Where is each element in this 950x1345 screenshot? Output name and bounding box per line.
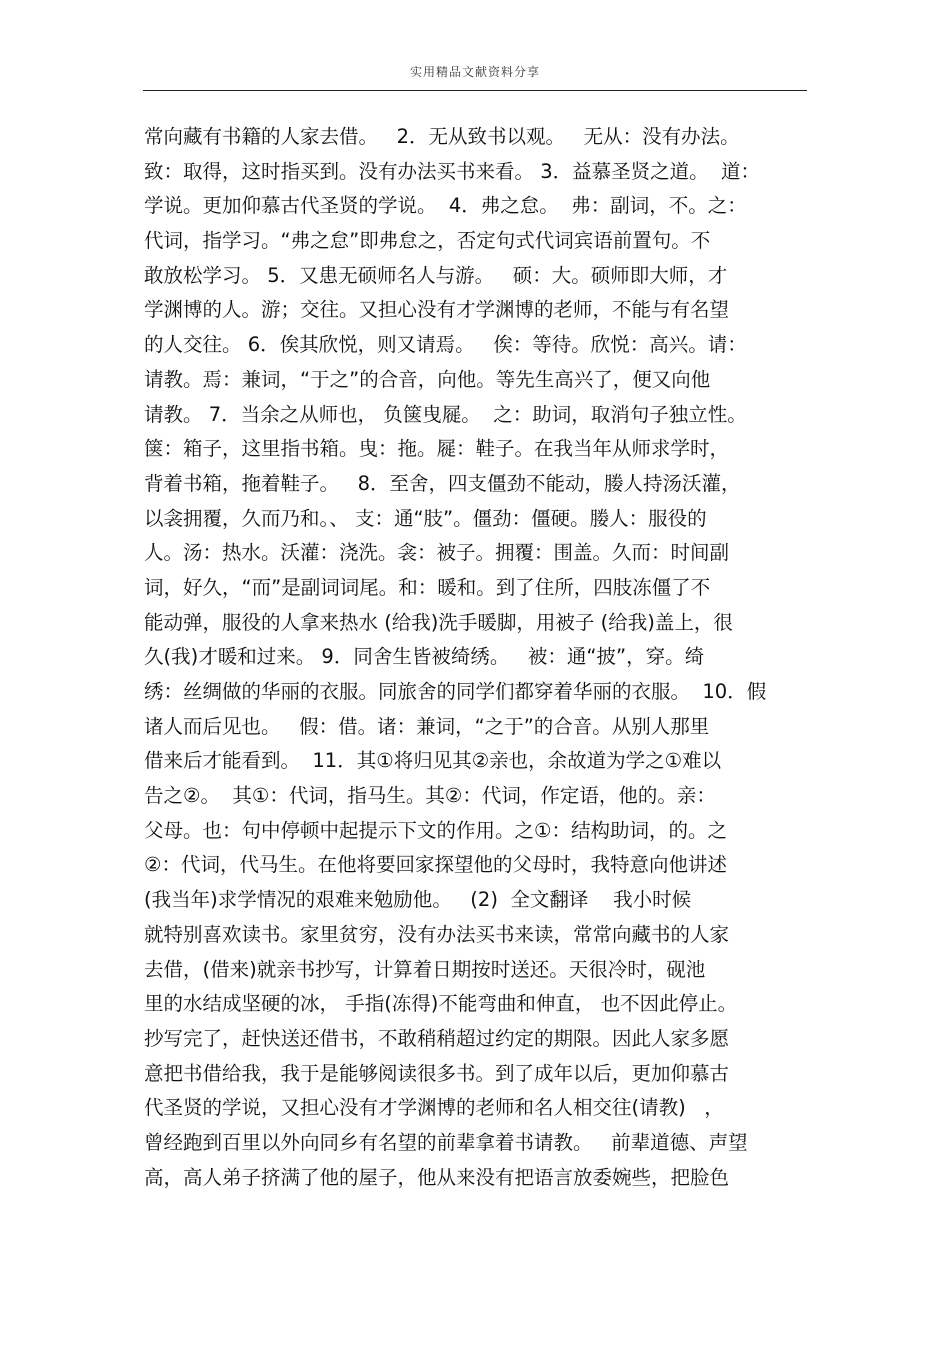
text-line: 以衾拥覆，久而乃和。、 支：通“肢”。僵劲：僵硬。媵人：服役的 xyxy=(144,506,707,530)
text-line: 去借，(借来)就亲书抄写，计算着日期按时送还。天很冷时，砚池 xyxy=(144,957,706,981)
text-line: 能动弹，服役的人拿来热水 (给我)洗手暖脚，用被子 (给我)盖上，很 xyxy=(144,610,733,634)
text-line: 敢放松学习。 5．又患无硕师名人与游。 硕：大。硕师即大师，才 xyxy=(144,263,728,287)
text-line: 意把书借给我，我于是能够阅读很多书。到了成年以后，更加仰慕古 xyxy=(144,1061,730,1085)
text-line: 学说。更加仰慕古代圣贤的学说。 4．弗之怠。 弗：副词，不。之： xyxy=(144,194,747,218)
text-line: 致：取得，这时指买到。没有办法买书来看。 3．益慕圣贤之道。 道： xyxy=(144,159,761,183)
text-line: 久(我)才暖和过来。 9．同舍生皆被绮绣。 被：通“披”，穿。绮 xyxy=(144,645,705,669)
text-line: 诸人而后见也。 假：借。诸：兼词，“之于”的合音。从别人那里 xyxy=(144,714,710,738)
text-line: 常向藏有书籍的人家去借。 2．无从致书以观。 无从：没有办法。 xyxy=(144,125,740,148)
text-line: 人。汤：热水。沃灌：浇洗。衾：被子。拥覆：围盖。久而：时间副 xyxy=(144,541,730,565)
text-line: 学渊博的人。游；交往。又担心没有才学渊博的老师，不能与有名望 xyxy=(144,298,730,322)
text-line: 父母。也：句中停顿中起提示下文的作用。之①：结构助词，的。之 xyxy=(144,818,727,842)
text-line: 就特别喜欢读书。家里贫穷，没有办法买书来读，常常向藏书的人家 xyxy=(144,922,730,946)
text-line: 代圣贤的学说，又担心没有才学渊博的老师和名人相交往(请教) ， xyxy=(144,1096,724,1120)
text-line: 里的水结成坚硬的冰， 手指(冻得)不能弯曲和伸直， 也不因此停止。 xyxy=(144,992,738,1016)
text-line: 借来后才能看到。 11．其①将归见其②亲也，余故道为学之①难以 xyxy=(144,749,722,773)
text-line: 词，好久，“而”是副词词尾。和：暖和。到了住所，四肢冻僵了不 xyxy=(144,575,711,599)
text-line: 绣：丝绸做的华丽的衣服。同旅舍的同学们都穿着华丽的衣服。 10．假 xyxy=(144,680,767,703)
page-header: 实用精品文献资料分享 xyxy=(409,65,540,79)
text-line: 抄写完了，赶快送还借书，不敢稍稍超过约定的期限。因此人家多愿 xyxy=(144,1026,730,1050)
text-line: 箧：箱子，这里指书箱。曳：拖。屣：鞋子。在我当年从师求学时， xyxy=(144,437,730,461)
text-line: 代词，指学习。“弗之怠”即弗怠之，否定句式代词宾语前置句。不 xyxy=(144,229,711,253)
text-line: 请教。焉：兼词，“于之”的合音，向他。等先生高兴了，便又向他 xyxy=(144,367,711,391)
text-line: 的人交往。 6．俟其欣悦，则又请焉。 俟：等待。欣悦：高兴。请： xyxy=(144,333,747,357)
text-line: 曾经跑到百里以外向同乡有名望的前辈拿着书请教。 前辈道德、声望 xyxy=(144,1130,748,1154)
text-line: 告之②。 其①：代词，指马生。其②：代词，作定语，他的。亲： xyxy=(144,784,716,808)
text-line: 请教。 7．当余之从师也， 负箧曳屣。 之：助词，取消句子独立性。 xyxy=(144,402,747,426)
header-divider xyxy=(143,90,807,91)
document-body xyxy=(144,120,810,1195)
text-line: 高，高人弟子挤满了他的屋子，他从来没有把语言放委婉些，把脸色 xyxy=(144,1165,730,1189)
text-line: ②：代词，代马生。在他将要回家探望他的父母时，我特意向他讲述 xyxy=(144,853,727,877)
text-line: (我当年)求学情况的艰难来勉励他。 (2) 全文翻译 我小时候 xyxy=(144,888,692,912)
text-line: 背着书箱，拖着鞋子。 8．至舍，四支僵劲不能动，媵人持汤沃灌， xyxy=(144,471,741,495)
